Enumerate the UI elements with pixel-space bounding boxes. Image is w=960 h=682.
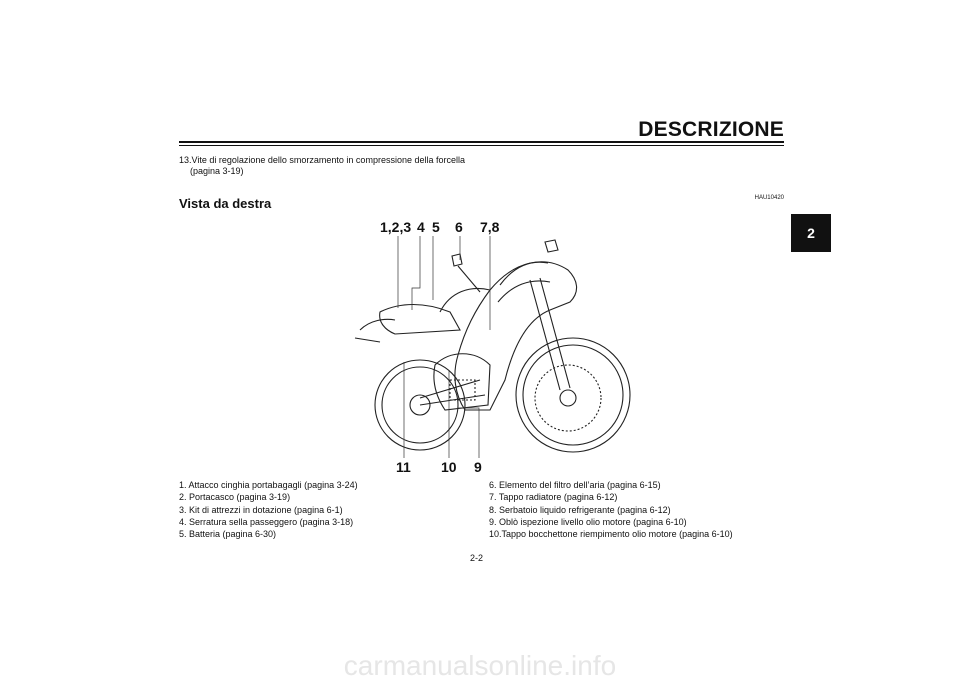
- header-rule: [179, 141, 784, 143]
- legend-item: 10.Tappo bocchettone riempimento olio motore (pagina 6-10): [489, 529, 733, 540]
- intro-item-line2: (pagina 3-19): [190, 166, 244, 176]
- legend-item: 6. Elemento del filtro dell’aria (pagina 6-15): [489, 480, 661, 490]
- page-number: 2-2: [470, 553, 484, 563]
- legend-left: [179, 479, 358, 540]
- watermark: carmanualsonline.info: [343, 650, 617, 681]
- callout-10: 10: [441, 459, 457, 475]
- callout-11: 11: [396, 459, 411, 475]
- legend-item: 7. Tappo radiatore (pagina 6-12): [489, 492, 618, 503]
- chapter-tab: 2: [791, 214, 831, 252]
- callout-7-8: 7,8: [480, 219, 500, 235]
- callout-5: 5: [432, 219, 440, 235]
- callout-9: 9: [474, 459, 482, 475]
- legend-item: 4. Serratura sella passeggero (pagina 3-18): [179, 516, 354, 527]
- intro-item-line1: 13.Vite di regolazione dello smorzamento in compressione della forcella: [179, 155, 465, 165]
- legend-item: 5. Batteria (pagina 6-30): [179, 529, 277, 540]
- page-title: DESCRIZIONE: [638, 118, 784, 141]
- callout-6: 6: [455, 219, 463, 235]
- legend-item: 3. Kit di attrezzi in dotazione (pagina 6-1): [179, 504, 343, 515]
- legend-item: 9. Oblò ispezione livello olio motore (pagina 6-10): [489, 516, 687, 527]
- motorcycle-illustration: [340, 230, 640, 465]
- callout-4: 4: [417, 219, 425, 235]
- section-heading: Vista da destra: [179, 196, 272, 211]
- section-code: HAU10420: [754, 195, 784, 201]
- header-rule-thin: [179, 145, 784, 146]
- legend-item: 1. Attacco cinghia portabagagli (pagina 3-24): [179, 480, 358, 490]
- legend-item: 8. Serbatoio liquido refrigerante (pagina 6-12): [489, 504, 671, 515]
- legend-right: [489, 479, 733, 540]
- intro-item: [179, 155, 465, 177]
- callout-1-2-3: 1,2,3: [380, 219, 412, 235]
- legend-item: 2. Portacasco (pagina 3-19): [179, 492, 291, 503]
